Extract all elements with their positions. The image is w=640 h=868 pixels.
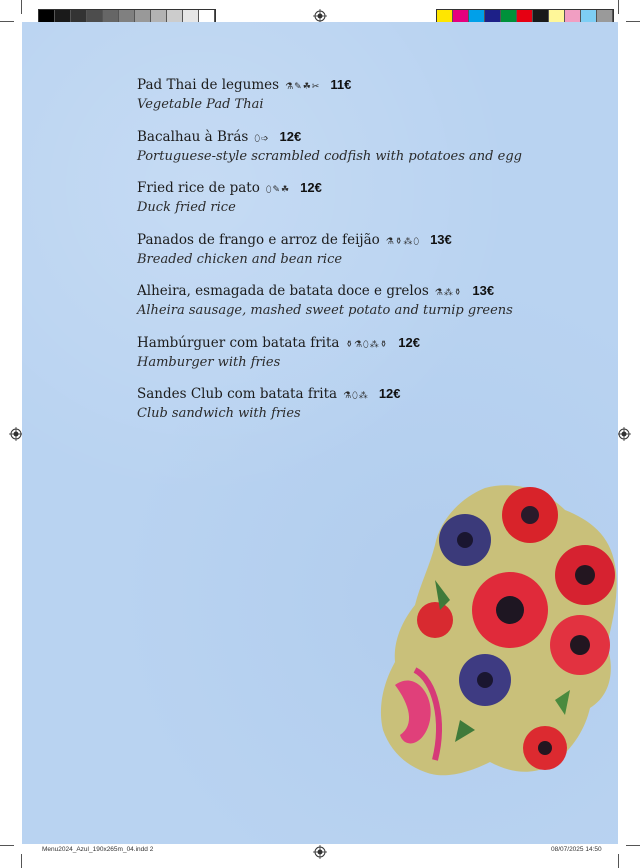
menu-item — [137, 179, 577, 231]
print-slug-date: 08/07/2025 14:50 — [551, 846, 602, 853]
dish-name: Panados de frango e arroz de feijão — [137, 231, 380, 248]
menu-item — [137, 231, 577, 283]
dish-name: Alheira, esmagada de batata doce e grelos — [137, 283, 429, 299]
dish-name: Fried rice de pato — [137, 180, 260, 196]
dish-price: 12€ — [398, 334, 420, 350]
registration-mark-icon — [313, 845, 327, 859]
dish-price: 12€ — [279, 128, 302, 144]
menu-item — [137, 282, 577, 334]
dish-price: 12€ — [300, 180, 322, 195]
allergen-icons: ⚗✎☘✂ — [285, 82, 321, 92]
dish-price: 12€ — [378, 386, 401, 401]
dish-description: Breaded chicken and bean rice — [137, 251, 343, 267]
crop-mark — [626, 845, 640, 846]
dish-description: Alheira sausage, mashed sweet potato and turnip greens — [137, 303, 513, 318]
crop-mark — [626, 21, 640, 22]
menu-list — [137, 76, 577, 437]
dish-description: Club sandwich with fries — [137, 406, 301, 421]
registration-mark-icon — [9, 427, 23, 441]
crop-mark — [21, 0, 22, 14]
crop-mark — [618, 0, 619, 14]
allergen-icons: ⬯➩ — [254, 133, 270, 144]
registration-mark-icon — [617, 427, 631, 441]
dish-description: Vegetable Pad Thai — [137, 97, 264, 112]
allergen-icons: ⚗⁂⚱ — [434, 288, 463, 298]
crop-mark — [21, 854, 22, 868]
crop-mark — [0, 845, 14, 846]
allergen-icons: ⬯✎☘ — [265, 185, 291, 195]
dish-description: Hamburger with fries — [137, 354, 281, 370]
menu-item — [137, 385, 577, 437]
allergen-icons: ⚱⚗⬯⁂⚱ — [345, 339, 389, 350]
crop-mark — [0, 21, 14, 22]
allergen-icons: ⚗⚱⁂⬯ — [385, 236, 421, 247]
dish-name: Pad Thai de legumes — [137, 77, 280, 93]
allergen-icons: ⚗⬯⁂ — [343, 391, 369, 401]
menu-item — [137, 334, 577, 386]
dish-price: 13€ — [472, 283, 495, 298]
flower-collage-illustration — [375, 480, 620, 780]
crop-mark — [618, 854, 619, 868]
menu-item — [137, 128, 577, 180]
registration-mark-icon — [313, 9, 327, 23]
dish-name: Hambúrguer com batata frita — [137, 334, 340, 351]
dish-name: Bacalhau à Brás — [137, 128, 249, 145]
menu-item — [137, 76, 577, 128]
dish-price: 13€ — [430, 231, 452, 247]
dish-description: Portuguese-style scrambled codfish with potatoes and egg — [137, 148, 522, 164]
print-slug-filename: Menu2024_Azul_190x265m_04.indd 2 — [42, 846, 154, 853]
dish-price: 11€ — [330, 77, 352, 92]
dish-description: Duck fried rice — [137, 200, 236, 215]
dish-name: Sandes Club com batata frita — [137, 386, 338, 402]
